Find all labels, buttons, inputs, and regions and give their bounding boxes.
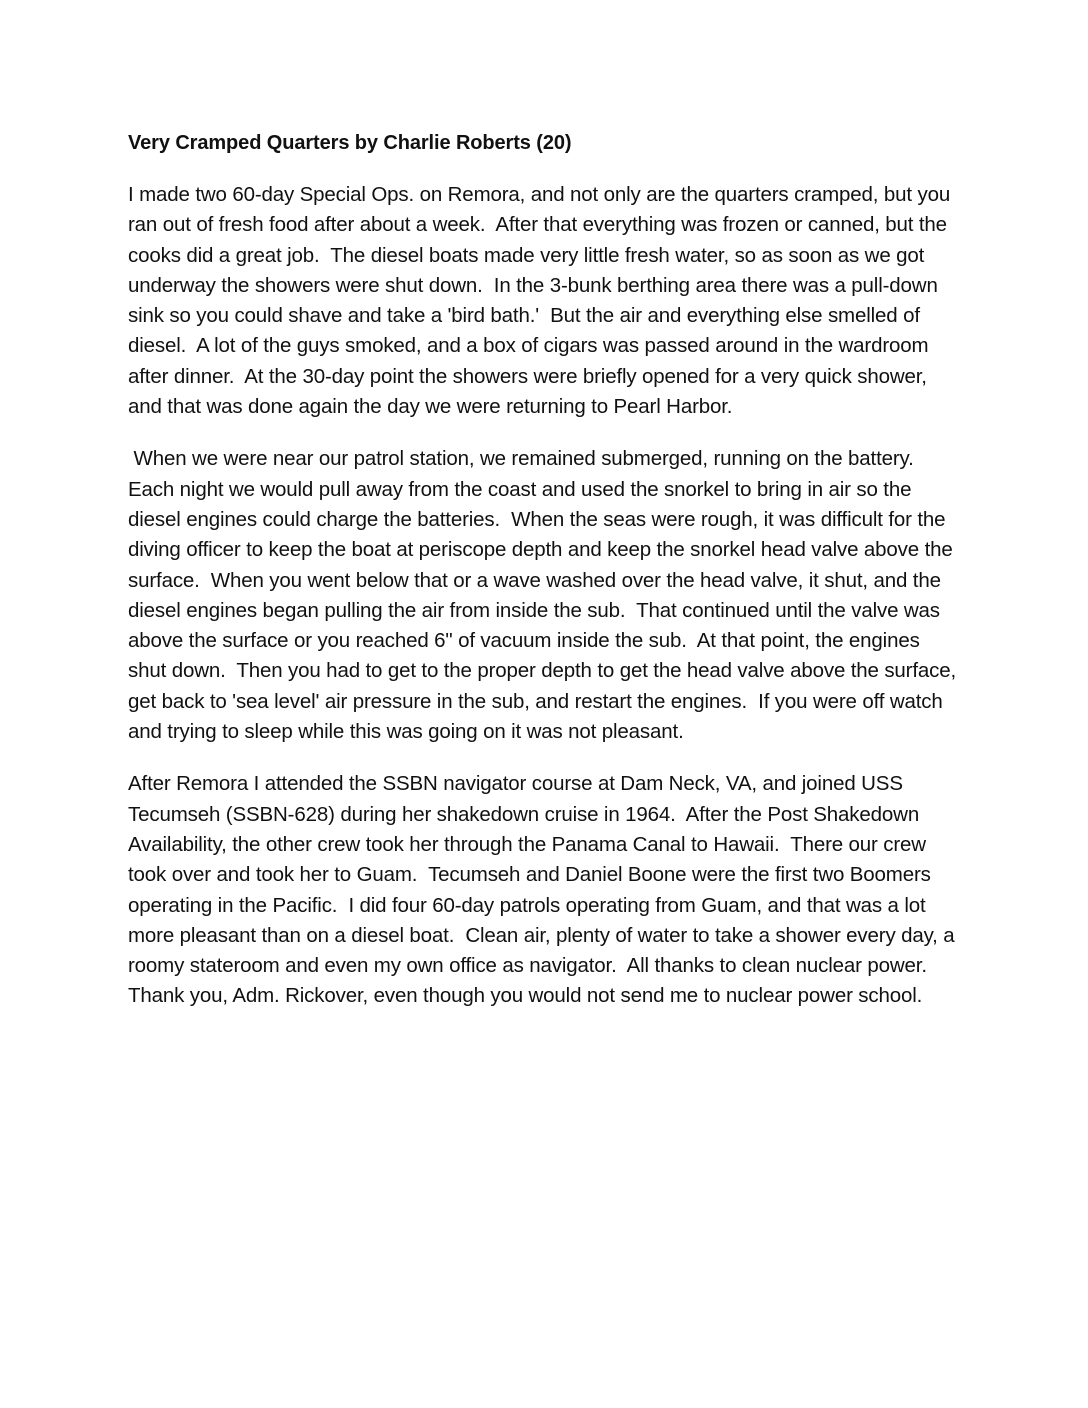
paragraph-1: I made two 60-day Special Ops. on Remora, and not only are the quarters cramped, but you ran out of fresh food after about a week. After that everything was frozen or canned, but the cooks did a great job. The diesel boats made very little fresh water, so as soon as we got underway the showers were shut down. In the 3-bunk berthing area there was a pull-down sink so you could shave and take a 'bird bath.' But the air and everything else smelled of diesel. A lot of the guys smoked, and a box of cigars was passed around in the wardroom after dinner. At the 30-day point the showers were briefly opened for a very quick shower, and that was done again the day we were returning to Pearl Harbor.: [128, 183, 956, 419]
document-body: [128, 128, 963, 1012]
document-title: Very Cramped Quarters by Charlie Roberts (20): [128, 132, 572, 154]
paragraph-3: After Remora I attended the SSBN navigator course at Dam Neck, VA, and joined USS Tecumseh (SSBN-628) during her shakedown cruise in 1964. After the Post Shakedown Availability, the other crew took her through the Panama Canal to Hawaii. There our crew took over and took her to Guam. Tecumseh and Daniel Boone were the first two Boomers operating in the Pacific. I did four 60-day patrols operating from Guam, and that was a lot more pleasant than on a diesel boat. Clean air, plenty of water to take a shower every day, a roomy stateroom and even my own office as navigator. All thanks to clean nuclear power. Thank you, Adm. Rickover, even though you would not send me to nuclear power school.: [128, 772, 961, 1008]
paragraph-2: When we were near our patrol station, we remained submerged, running on the battery. Each night we would pull away from the coast and used the snorkel to bring in air so the diesel engines could charge the batteries. When the seas were rough, it was difficult for the diving officer to keep the boat at periscope depth and keep the snorkel head valve above the surface. When you went below that or a wave washed over the head valve, it shut, and the diesel engines began pulling the air from inside the sub. That continued until the valve was above the surface or you reached 6" of vacuum inside the sub. At that point, the engines shut down. Then you had to get to the proper depth to get the head valve above the surface, get back to 'sea level' air pressure in the sub, and restart the engines. If you were off watch and trying to sleep while this was going on it was not pleasant.: [128, 447, 962, 744]
